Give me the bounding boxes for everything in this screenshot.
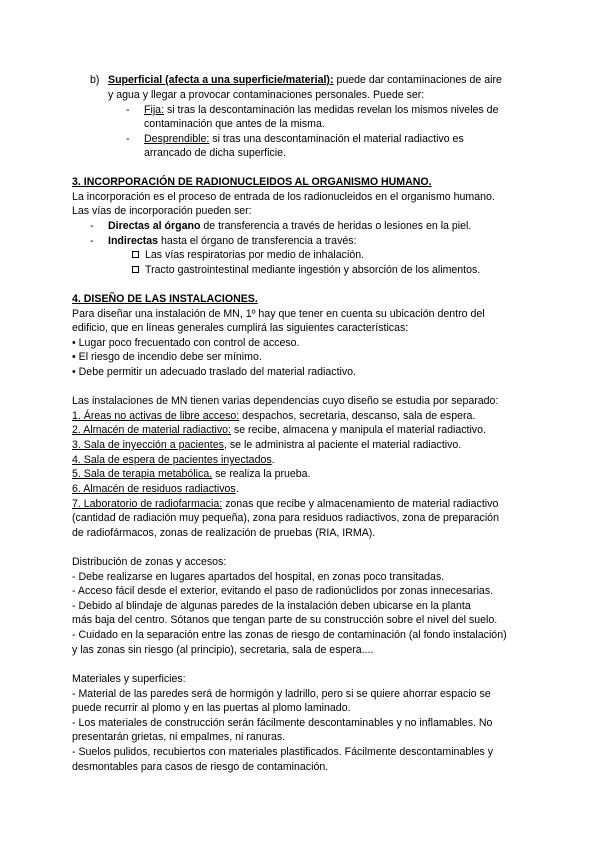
dependencia-heading: 4. Sala de espera de pacientes inyectados [72, 454, 272, 466]
bullet-item: • Lugar poco frecuentado con control de acceso. [72, 337, 300, 349]
item-b-heading: Superficial (afecta a una superficie/material): [108, 74, 334, 86]
materiales-continuation: puede recurrir al plomo y en las puertas al plomo laminado. [72, 702, 351, 714]
dependencias-intro: Las instalaciones de MN tienen varias dependencias cuyo diseño se estudia por separado: [72, 395, 499, 407]
fija-text: si tras la descontaminación las medidas revelan los mismos niveles de [164, 104, 499, 116]
distribucion-item: - Debido al blindaje de algunas paredes de la instalación deben ubicarse en la planta [72, 600, 471, 612]
sub-list-item [132, 263, 480, 277]
dependencia-item [72, 438, 461, 452]
section-3-title: 3. INCORPORACIÓN DE RADIONUCLEIDOS AL ORGANISMO HUMANO. [72, 176, 432, 188]
section-4-title: 4. DISEÑO DE LAS INSTALACIONES. [72, 293, 258, 305]
distribucion-item: - Acceso fácil desde el exterior, evitando el paso de radionúclidos por zonas innecesarias. [72, 585, 494, 597]
dependencia-text: se recibe, almacena y manipula el material radiactivo. [230, 424, 486, 436]
sub-list-item [132, 248, 364, 262]
item-b [90, 73, 502, 87]
sub-list-text: Las vías respiratorias por medio de inhalación. [145, 249, 365, 261]
section-4-paragraph: edificio, que en líneas generales cumplirá las siguientes características: [72, 322, 409, 334]
distribucion-continuation: y las zonas sin riesgo (al principio), secretaria, sala de espera.... [72, 644, 374, 656]
dash-marker: - [126, 133, 130, 145]
dependencia-heading: 2. Almacén de material radiactivo: [72, 424, 231, 436]
dependencia-text: . [235, 483, 239, 495]
materiales-continuation: desmontables para casos de riesgo de contaminación. [72, 761, 329, 773]
dependencia-heading: 1. Áreas no activas de libre acceso: [72, 410, 240, 422]
distribucion-item: - Cuidado en la separación entre las zonas de riesgo de contaminación (al fondo instalación) [72, 629, 507, 641]
dependencia-item [72, 409, 475, 423]
dash-marker: - [90, 220, 94, 232]
checkbox-bullet-icon [132, 251, 139, 258]
dependencia-heading: 7. Laboratorio de radiofarmacia: [72, 498, 223, 510]
distribucion-item: - Debe realizarse en lugares apartados del hospital, en zonas poco transitadas. [72, 571, 445, 583]
materiales-title: Materiales y superficies: [72, 673, 186, 685]
checkbox-bullet-icon [132, 266, 139, 273]
materiales-continuation: presentarán grietas, ni empalmes, ni ranuras. [72, 731, 286, 743]
materiales-item: - Los materiales de construcción serán fácilmente descontaminables y no inflamables. No [72, 717, 493, 729]
dash-marker: - [90, 235, 94, 247]
dependencia-item [72, 497, 498, 511]
desprendible-item [126, 132, 464, 146]
dependencia-text: despachos, secretaria, descanso, sala de espera. [239, 410, 476, 422]
dependencia-heading: 5. Sala de terapia metabólica, [72, 468, 213, 480]
dependencia-item [72, 467, 311, 481]
directas-text: de transferencia a través de heridas o lesiones en la piel. [200, 220, 472, 232]
dependencia-text: . [271, 454, 275, 466]
item-b-continuation: y agua y llegar a provocar contaminaciones personales. Puede ser: [108, 89, 425, 101]
distribucion-title: Distribución de zonas y accesos: [72, 556, 227, 568]
dependencia-continuation: de radiofármacos, zonas de realización de pruebas (RIA, IRMA). [72, 527, 376, 539]
dependencia-heading: 3. Sala de inyección a pacientes [72, 439, 224, 451]
section-3-paragraph: La incorporación es el proceso de entrada de los radionucleidos en el organismo humano. [72, 191, 495, 203]
dependencia-item [72, 482, 239, 496]
dependencia-heading: 6. Almacén de residuos radiactivos [72, 483, 236, 495]
directas-item [90, 219, 471, 233]
fija-item [126, 103, 498, 117]
bullet-item: • El riesgo de incendio debe ser mínimo. [72, 351, 262, 363]
materiales-item: - Material de las paredes será de hormigón y ladrillo, pero si se quiere ahorrar espacio se [72, 688, 491, 700]
section-4-paragraph: Para diseñar una instalación de MN, 1º hay que tener en cuenta su ubicación dentro del [72, 308, 485, 320]
directas-heading: Directas al órgano [108, 220, 201, 232]
materiales-item: - Suelos pulidos, recubiertos con materiales plastificados. Fácilmente descontaminables y [72, 746, 494, 758]
item-b-marker: b) [90, 74, 100, 86]
fija-continuation: contaminación que antes de la misma. [144, 118, 325, 130]
distribucion-continuation: más baja del centro. Sótanos que tengan parte de su construcción sobre el nivel del suelo. [72, 614, 498, 626]
dependencia-item [72, 423, 486, 437]
bullet-item: • Debe permitir un adecuado traslado del material radiactivo. [72, 366, 357, 378]
indirectas-heading: Indirectas [108, 235, 159, 247]
dependencia-text: zonas que recibe y almacenamiento de material radiactivo [222, 498, 499, 510]
desprendible-continuation: arrancado de dicha superficie. [144, 147, 286, 159]
section-3-paragraph: Las vías de incorporación pueden ser: [72, 205, 252, 217]
indirectas-text: hasta el órgano de transferencia a través: [158, 235, 357, 247]
dependencia-continuation: (cantidad de radiación muy pequeña), zona para residuos radiactivos, zona de preparación [72, 512, 499, 524]
desprendible-text: si tras una descontaminación el material radiactivo es [209, 133, 464, 145]
desprendible-heading: Desprendible: [144, 133, 210, 145]
fija-heading: Fija: [144, 104, 165, 116]
sub-list-text: Tracto gastrointestinal mediante ingestión y absorción de los alimentos. [145, 264, 481, 276]
indirectas-item [90, 234, 357, 248]
dependencia-text: se realiza la prueba. [212, 468, 311, 480]
item-b-text: puede dar contaminaciones de aire [333, 74, 502, 86]
dependencia-text: , se le administra al paciente el material radiactivo. [223, 439, 462, 451]
dependencia-item [72, 453, 275, 467]
dash-marker: - [126, 104, 130, 116]
